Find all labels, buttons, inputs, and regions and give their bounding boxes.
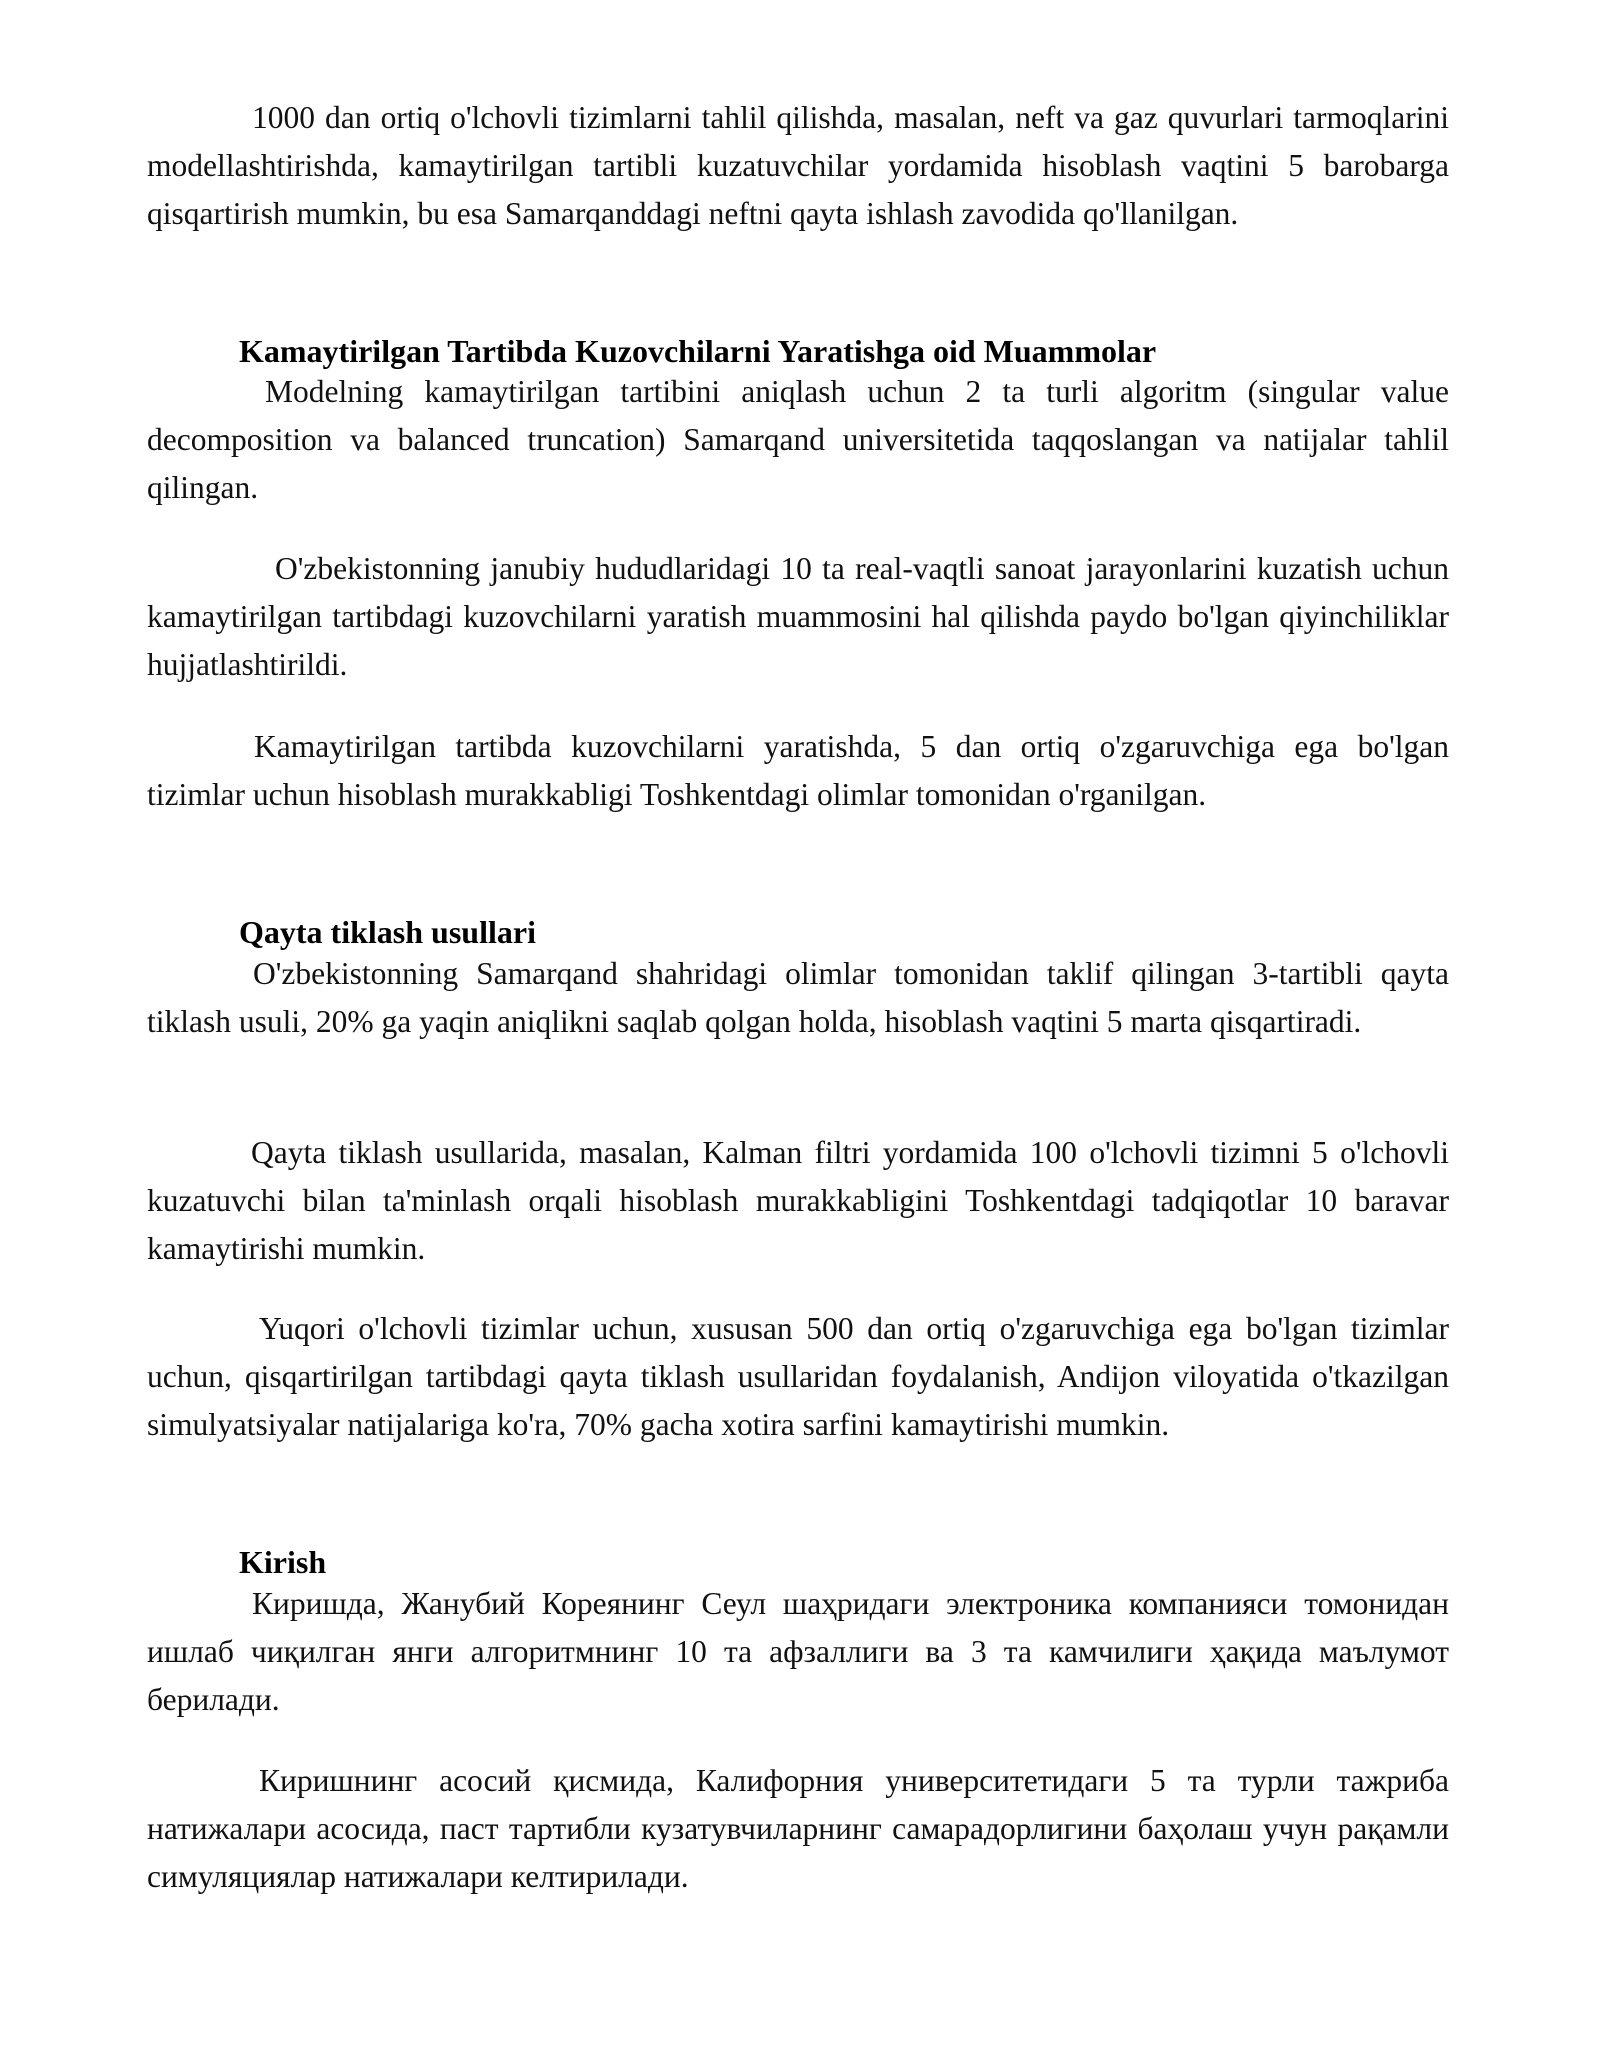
paragraph-introduction-california: Киришнинг асосий қисмида, Калифорния университетидаги 5 та турли тажриба натижалари асосида, паст тартибли кузатувчиларнинг самарадорлигини баҳолаш учун рақамли симуляциялар натижалари келтирилади. bbox=[147, 1763, 1449, 1894]
paragraph-third-order-method: O'zbekistonning Samarqand shahridagi olimlar tomonidan taklif qilingan 3-tartibli qayta tiklash usuli, 20% ga yaqin aniqlikni saqlab qolgan holda, hisoblash vaqtini 5 marta qisqartiradi. bbox=[147, 956, 1449, 1039]
section-heading-introduction: Kirish bbox=[239, 1544, 327, 1580]
section-heading-reconstruction-methods: Qayta tiklash usullari bbox=[239, 914, 536, 950]
paragraph-dimensional-systems: 1000 dan ortiq o'lchovli tizimlarni tahlil qilishda, masalan, neft va gaz quvurlari tarmoqlarini modellashtirishda, kamaytirilgan tartibli kuzatuvchilar yordamida hisoblash vaqtini 5 barobarga qisqartirish mumkin, bu esa Samarqanddagi neftni qayta ishlash zavodida qo'llanilgan. bbox=[147, 100, 1449, 231]
paragraph-computational-complexity: Kamaytirilgan tartibda kuzovchilarni yaratishda, 5 dan ortiq o'zgaruvchiga ega bo'lgan tizimlar uchun hisoblash murakkabligi Toshkentdagi olimlar tomonidan o'rganilgan. bbox=[147, 729, 1449, 812]
section-heading-reduced-order-problems: Kamaytirilgan Tartibda Kuzovchilarni Yaratishga oid Muammolar bbox=[239, 333, 1157, 369]
paragraph-kalman-filter: Qayta tiklash usullarida, masalan, Kalman filtri yordamida 100 o'lchovli tizimni 5 o'lchovli kuzatuvchi bilan ta'minlash orqali hisoblash murakkabligini Toshkentdagi tadqiqotlar 10 baravar kamaytirishi mumkin. bbox=[147, 1135, 1449, 1266]
paragraph-southern-regions: O'zbekistonning janubiy hududlaridagi 10 ta real-vaqtli sanoat jarayonlarini kuzatish uchun kamaytirilgan tartibdagi kuzovchilarni yaratish muammosini hal qilishda paydo bo'lgan qiyinchiliklar hujjatlashtirildi. bbox=[147, 551, 1449, 682]
paragraph-model-order-algorithms: Modelning kamaytirilgan tartibini aniqlash uchun 2 ta turli algoritm (singular value decomposition va balanced truncation) Samarqand universitetida taqqoslangan va natijalar tahlil qilingan. bbox=[147, 374, 1449, 505]
paragraph-high-dimensional-systems: Yuqori o'lchovli tizimlar uchun, xususan 500 dan ortiq o'zgaruvchiga ega bo'lgan tizimlar uchun, qisqartirilgan tartibdagi qayta tiklash usullaridan foydalanish, Andijon viloyatida o'tkazilgan simulyatsiyalar natijalariga ko'ra, 70% gacha xotira sarfini kamaytirishi mumkin. bbox=[147, 1311, 1449, 1442]
paragraph-introduction-seoul: Киришда, Жанубий Кореянинг Сеул шаҳридаги электроника компанияси томонидан ишлаб чиқилган янги алгоритмнинг 10 та афзаллиги ва 3 та камчилиги ҳақида маълумот берилади. bbox=[147, 1586, 1449, 1717]
